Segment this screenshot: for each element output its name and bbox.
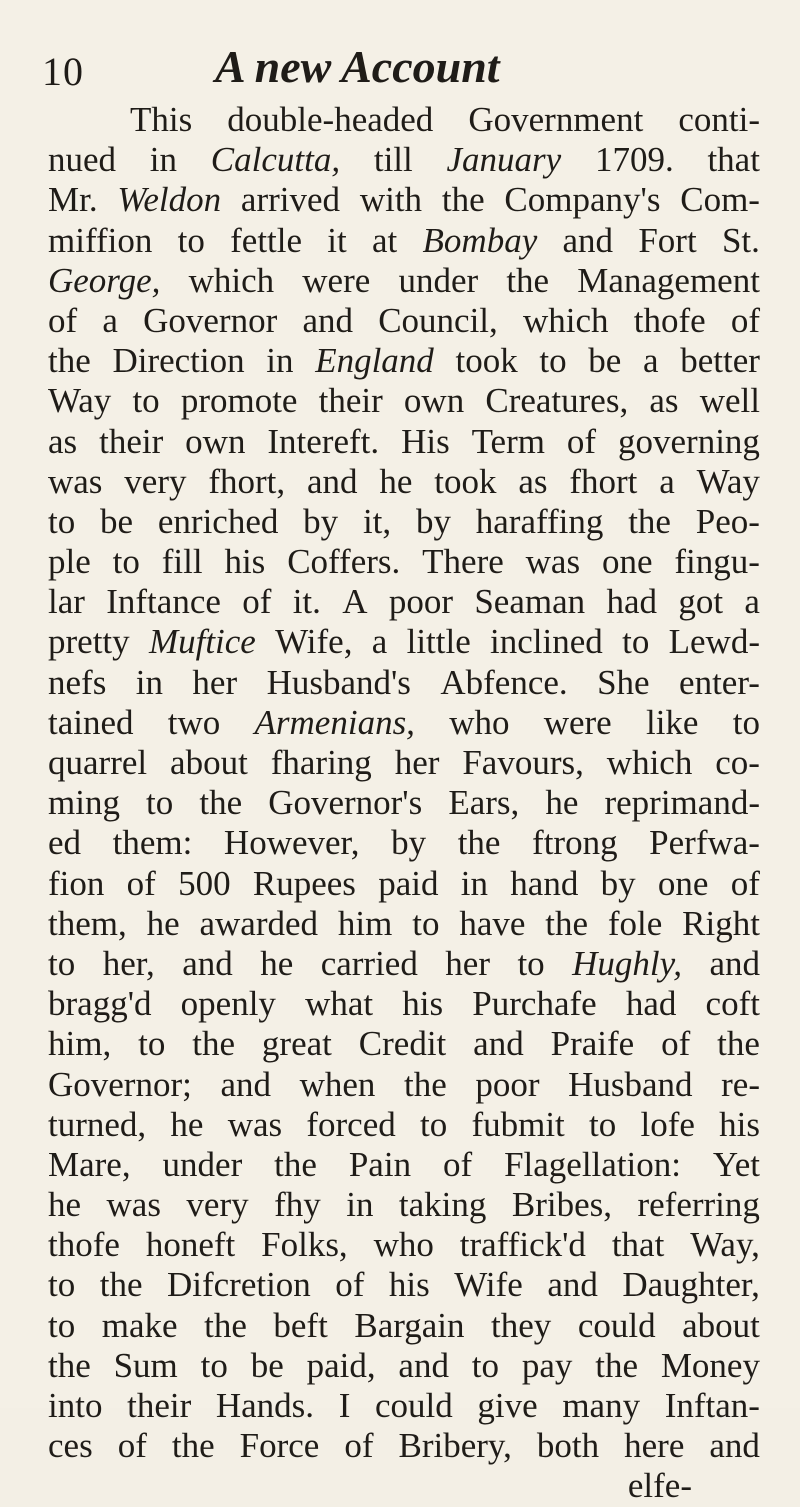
text-line: Way to promote their own Creatures, as well: [48, 381, 760, 421]
text-line: nued in Calcutta, till January 1709. that: [48, 140, 760, 180]
text-line: Governor; and when the poor Husband re-: [48, 1064, 760, 1104]
text-line: was very fhort, and he took as fhort a Way: [48, 461, 760, 501]
text-line: as their own Intereft. His Term of governing: [48, 421, 760, 461]
body-paragraph: [48, 100, 760, 1507]
text-line: him, to the great Credit and Praife of the: [48, 1024, 760, 1064]
text-line: to make the beft Bargain they could about: [48, 1305, 760, 1345]
text-line: thofe honeft Folks, who traffick'd that Way,: [48, 1225, 760, 1265]
text-line: he was very fhy in taking Bribes, referring: [48, 1185, 760, 1225]
text-line: fion of 500 Rupees paid in hand by one of: [48, 863, 760, 903]
text-line: them, he awarded him to have the fole Right: [48, 903, 760, 943]
text-line: pretty Muftice Wife, a little inclined to Lewd-: [48, 622, 760, 662]
text-line: into their Hands. I could give many Inftan-: [48, 1386, 760, 1425]
running-head: A new Account: [215, 41, 500, 92]
text-line: ed them: However, by the ftrong Perfwa-: [48, 823, 760, 863]
text-line: Mare, under the Pain of Flagellation: Yet: [48, 1144, 760, 1184]
text-line: bragg'd openly what his Purchafe had coft: [48, 984, 760, 1024]
text-line: ming to the Governor's Ears, he reprimand-: [48, 783, 760, 823]
text-line: the Sum to be paid, and to pay the Money: [48, 1345, 760, 1385]
page-header: [40, 40, 740, 100]
text-line: lar Inftance of it. A poor Seaman had got a: [48, 582, 760, 622]
text-line: miffion to fettle it at Bombay and Fort St.: [48, 220, 760, 260]
text-line: ces of the Force of Bribery, both here and: [48, 1426, 760, 1466]
text-line: to be enriched by it, by haraffing the Peo-: [48, 501, 760, 541]
text-line: to the Difcretion of his Wife and Daughter,: [48, 1265, 760, 1305]
text-line: nefs in her Husband's Abfence. She enter-: [48, 662, 760, 702]
text-line: ple to fill his Coffers. There was one fingu-: [48, 542, 760, 582]
text-line: the Direction in England took to be a better: [48, 341, 760, 381]
text-line: elfe-: [627, 1466, 692, 1506]
text-line: tained two Armenians, who were like to: [48, 702, 760, 742]
text-line: turned, he was forced to fubmit to lofe his: [48, 1104, 760, 1144]
text-line: of a Governor and Council, which thofe of: [48, 300, 760, 340]
text-line: quarrel about fharing her Favours, which co-: [48, 743, 760, 782]
text-line: George, which were under the Management: [48, 260, 760, 300]
text-line: This double-headed Government conti-: [130, 100, 760, 139]
page-number: 10: [42, 49, 84, 94]
text-line: to her, and he carried her to Hughly, and: [48, 943, 760, 983]
text-line: Mr. Weldon arrived with the Company's Com-: [48, 180, 760, 220]
